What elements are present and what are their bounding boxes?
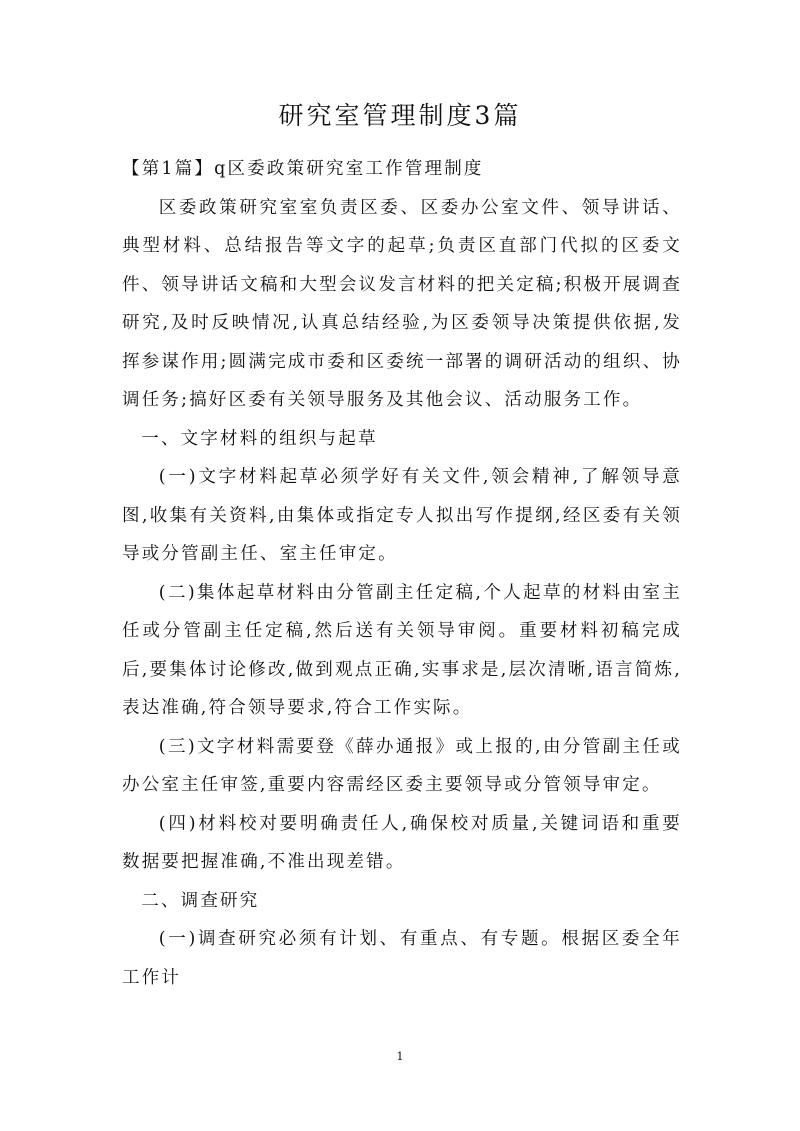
- paragraph-drafting-1: (一)文字材料起草必须学好有关文件,领会精神,了解领导意图,收集有关资料,由集体或指定专人拟出写作提纲,经区委有关领导或分管副主任、室主任审定。: [122, 467, 682, 564]
- section-heading: 【第1篇】q区委政策研究室工作管理制度: [122, 159, 484, 179]
- paragraph-drafting-2: (二)集体起草材料由分管副主任定稿,个人起草的材料由室主任或分管副主任定稿,然后送有关领导审阅。重要材料初稿完成后,要集体讨论修改,做到观点正确,实事求是,层次清晰,语言简炼,表达准确,符合领导要求,符合工作实际。: [122, 582, 682, 718]
- paragraph-research-1: (一)调查研究必须有计划、有重点、有专题。根据区委全年工作计: [122, 929, 682, 988]
- document-body: [122, 150, 682, 997]
- paragraph-intro: 区委政策研究室室负责区委、区委办公室文件、领导讲话、典型材料、总结报告等文字的起草;负责区直部门代拟的区委文件、领导讲话文稿和大型会议发言材料的把关定稿;积极开展调查研究,及时反映情况,认真总结经验,为区委领导决策提供依据,发挥参谋作用;圆满完成市委和区委统一部署的调研活动的组织、协调任务;搞好区委有关领导服务及其他会议、活动服务工作。: [122, 197, 682, 410]
- page-number: 1: [396, 1050, 404, 1063]
- paragraph-drafting-3: (三)文字材料需要登《薛办通报》或上报的,由分管副主任或办公室主任审签,重要内容需经区委主要领导或分管领导审定。: [122, 736, 682, 795]
- heading-drafting: 一、文字材料的组织与起草: [141, 428, 378, 449]
- paragraph-drafting-4: (四)材料校对要明确责任人,确保校对质量,关键词语和重要数据要把握准确,不准出现差错。: [122, 813, 682, 872]
- heading-research: 二、调查研究: [141, 890, 260, 911]
- page-title: 研究室管理制度3篇: [278, 101, 522, 130]
